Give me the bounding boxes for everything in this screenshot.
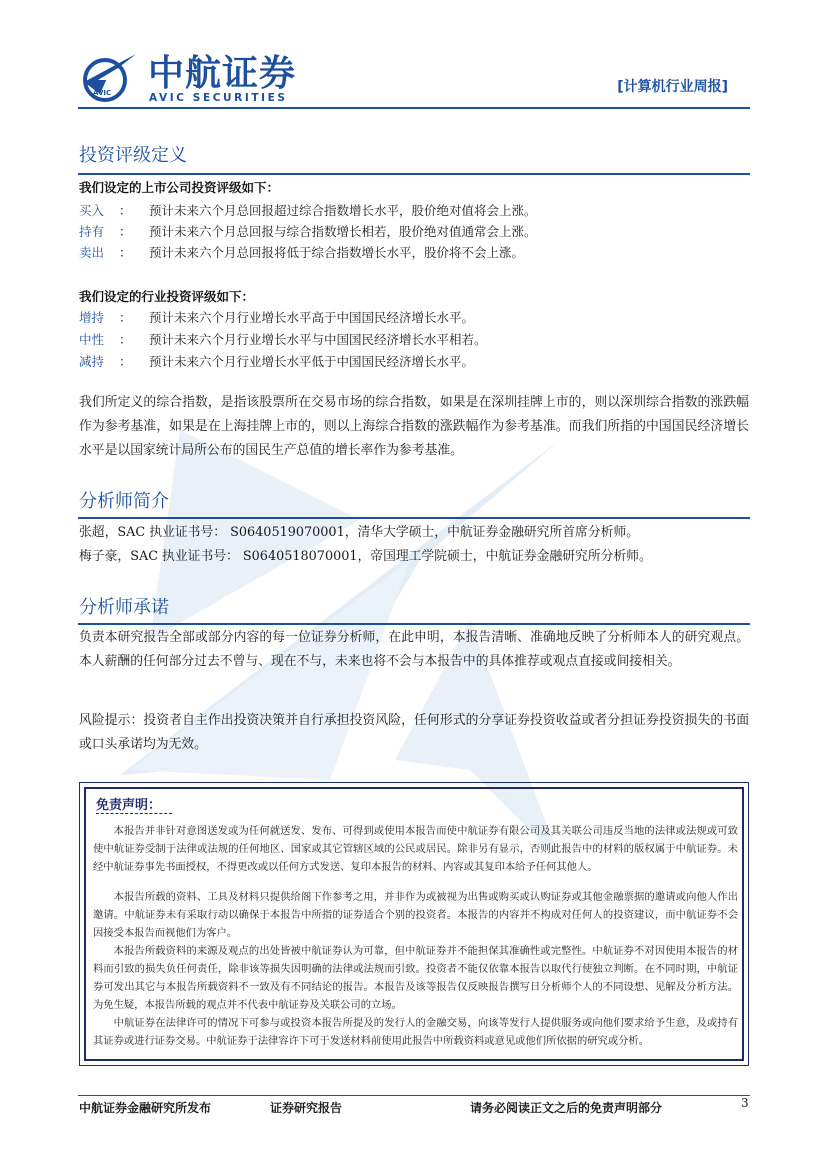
- rating-desc: 预计未来六个月总回报将低于综合指数增长水平，股价将不会上涨。: [149, 245, 525, 260]
- section-title-analysts: 分析师简介: [79, 491, 169, 512]
- rating-term: 持有: [79, 224, 105, 239]
- rating-row-neutral: 中性 ： 预计未来六个月行业增长水平与中国国民经济增长水平相若。: [79, 332, 487, 347]
- industry-rating-heading: 我们设定的行业投资评级如下：: [79, 289, 255, 304]
- rating-term: 卖出: [79, 245, 105, 260]
- rating-row-overweight: 增持 ： 预计未来六个月行业增长水平高于中国国民经济增长水平。: [79, 310, 475, 325]
- footer-disclaimer-notice: 请务必阅读正文之后的免责声明部分: [470, 1101, 663, 1115]
- section-rule-rating: [78, 173, 750, 175]
- footer-divider: [78, 1095, 750, 1096]
- analyst-line: 梅子豪，SAC 执业证书号： S0640518070001，帝国理工学院硕士，中航证券金融研究所分析师。: [79, 549, 652, 564]
- disclaimer-title: 免责声明：: [96, 798, 162, 813]
- index-definition-paragraph: 我们所定义的综合指数，是指该股票所在交易市场的综合指数，如果是在深圳挂牌上市的，则以深圳综合指数的涨跌幅作为参考基准，如果是在上海挂牌上市的，则以上海综合指数的涨跌幅作为参考基准。而我们所指的中国国民经济增长水平是以国家统计局所公布的国民生产总值的增长率作为参考基准。: [79, 395, 749, 458]
- rating-desc: 预计未来六个月行业增长水平高于中国国民经济增长水平。: [149, 310, 475, 325]
- rating-desc: 预计未来六个月行业增长水平低于中国国民经济增长水平。: [149, 354, 475, 369]
- footer-publisher: 中航证券金融研究所发布: [79, 1101, 212, 1115]
- rating-row-sell: 卖出 ： 预计未来六个月总回报将低于综合指数增长水平，股价将不会上涨。: [79, 245, 525, 260]
- rating-row-hold: 持有 ： 预计未来六个月总回报与综合指数增长相若，股价绝对值通常会上涨。: [79, 224, 537, 239]
- disclaimer-title-underline: [96, 813, 172, 814]
- rating-row-buy: 买入 ： 预计未来六个月总回报超过综合指数增长水平，股价绝对值将会上涨。: [79, 203, 537, 218]
- company-rating-heading: 我们设定的上市公司投资评级如下：: [79, 180, 280, 195]
- page-number: 3: [741, 1096, 749, 1110]
- header-divider: [78, 107, 750, 109]
- rating-desc: 预计未来六个月行业增长水平与中国国民经济增长水平相若。: [149, 332, 487, 347]
- section-rule-analysts: [78, 517, 750, 519]
- rating-desc: 预计未来六个月总回报超过综合指数增长水平，股价绝对值将会上涨。: [149, 203, 537, 218]
- brand-name-en: AVIC SECURITIES: [149, 92, 288, 104]
- rating-desc: 预计未来六个月总回报与综合指数增长相若，股价绝对值通常会上涨。: [149, 224, 537, 239]
- section-title-commitment: 分析师承诺: [79, 597, 169, 618]
- footer-report-label: 证券研究报告: [270, 1101, 343, 1115]
- rating-term: 买入: [79, 203, 105, 218]
- logo-text: AVIC: [93, 89, 112, 97]
- disclaimer-paragraph: 本报告并非针对意图送发或为任何就送发、发布、可得到或使用本报告而使中航证券有限公司及其关联公司违反当地的法律或法规或可致使中航证券受制于法律或法规的任何地区、国家或其它管辖区域的公民或居民。除非另有显示，否则此报告中的材料的版权属于中航证券。未经中航证券事先书面授权，不得更改或以任何方式发送、复印本报告的材料、内容或其复印本给予任何其他人。: [93, 825, 738, 873]
- rating-term: 增持: [79, 310, 105, 325]
- section-title-rating: 投资评级定义: [79, 145, 187, 166]
- rating-term: 中性: [79, 332, 105, 347]
- avic-logo-icon: [78, 50, 138, 102]
- report-type-label: [计算机行业周报]: [617, 79, 728, 95]
- commitment-paragraph: 负责本研究报告全部或部分内容的每一位证券分析师，在此申明，本报告清晰、准确地反映了分析师本人的研究观点。本人薪酬的任何部分过去不曾与、现在不与，未来也将不会与本报告中的具体推荐或观点直接或间接相关。: [79, 630, 749, 669]
- disclaimer-paragraph: 本报告所载的资料、工具及材料只提供给阁下作参考之用，并非作为或被视为出售或购买或认购证券或其他金融票据的邀请或向他人作出邀请。中航证券未有采取行动以确保于本报告中所指的证券适合个别的投资者。本报告的内容并不构成对任何人的投资建议，而中航证券不会因接受本报告而视他们为客户。: [93, 891, 738, 939]
- risk-warning-paragraph: 风险提示：投资者自主作出投资决策并自行承担投资风险，任何形式的分享证券投资收益或者分担证券投资损失的书面或口头承诺均为无效。: [79, 713, 749, 752]
- rating-row-underweight: 减持 ： 预计未来六个月行业增长水平低于中国国民经济增长水平。: [79, 354, 475, 369]
- analyst-line: 张超，SAC 执业证书号： S0640519070001，清华大学硕士，中航证券金融研究所首席分析师。: [79, 525, 640, 540]
- disclaimer-paragraph: 本报告所载资料的来源及观点的出处皆被中航证券认为可靠，但中航证券并不能担保其准确性或完整性。中航证券不对因使用本报告的材料而引致的损失负任何责任，除非该等损失因明确的法律或法规而引致。投资者不能仅依靠本报告以取代行使独立判断。在不同时期，中航证券可发出其它与本报告所载资料不一致及有不同结论的报告。本报告及该等报告仅反映报告撰写日分析师个人的不同设想、见解及分析方法。为免生疑，本报告所载的观点并不代表中航证券及关联公司的立场。: [93, 945, 738, 1011]
- brand-name-cn: 中航证券: [148, 53, 297, 94]
- rating-term: 减持: [79, 354, 105, 369]
- section-rule-commitment: [78, 623, 750, 625]
- disclaimer-paragraph: 中航证券在法律许可的情况下可参与或投资本报告所提及的发行人的金融交易，向该等发行人提供服务或向他们要求给予生意，及或持有其证券或进行证券交易。中航证券于法律容许下可于发送材料前使用此报告中所载资料或意见或他们所依据的研究或分析。: [93, 1017, 738, 1047]
